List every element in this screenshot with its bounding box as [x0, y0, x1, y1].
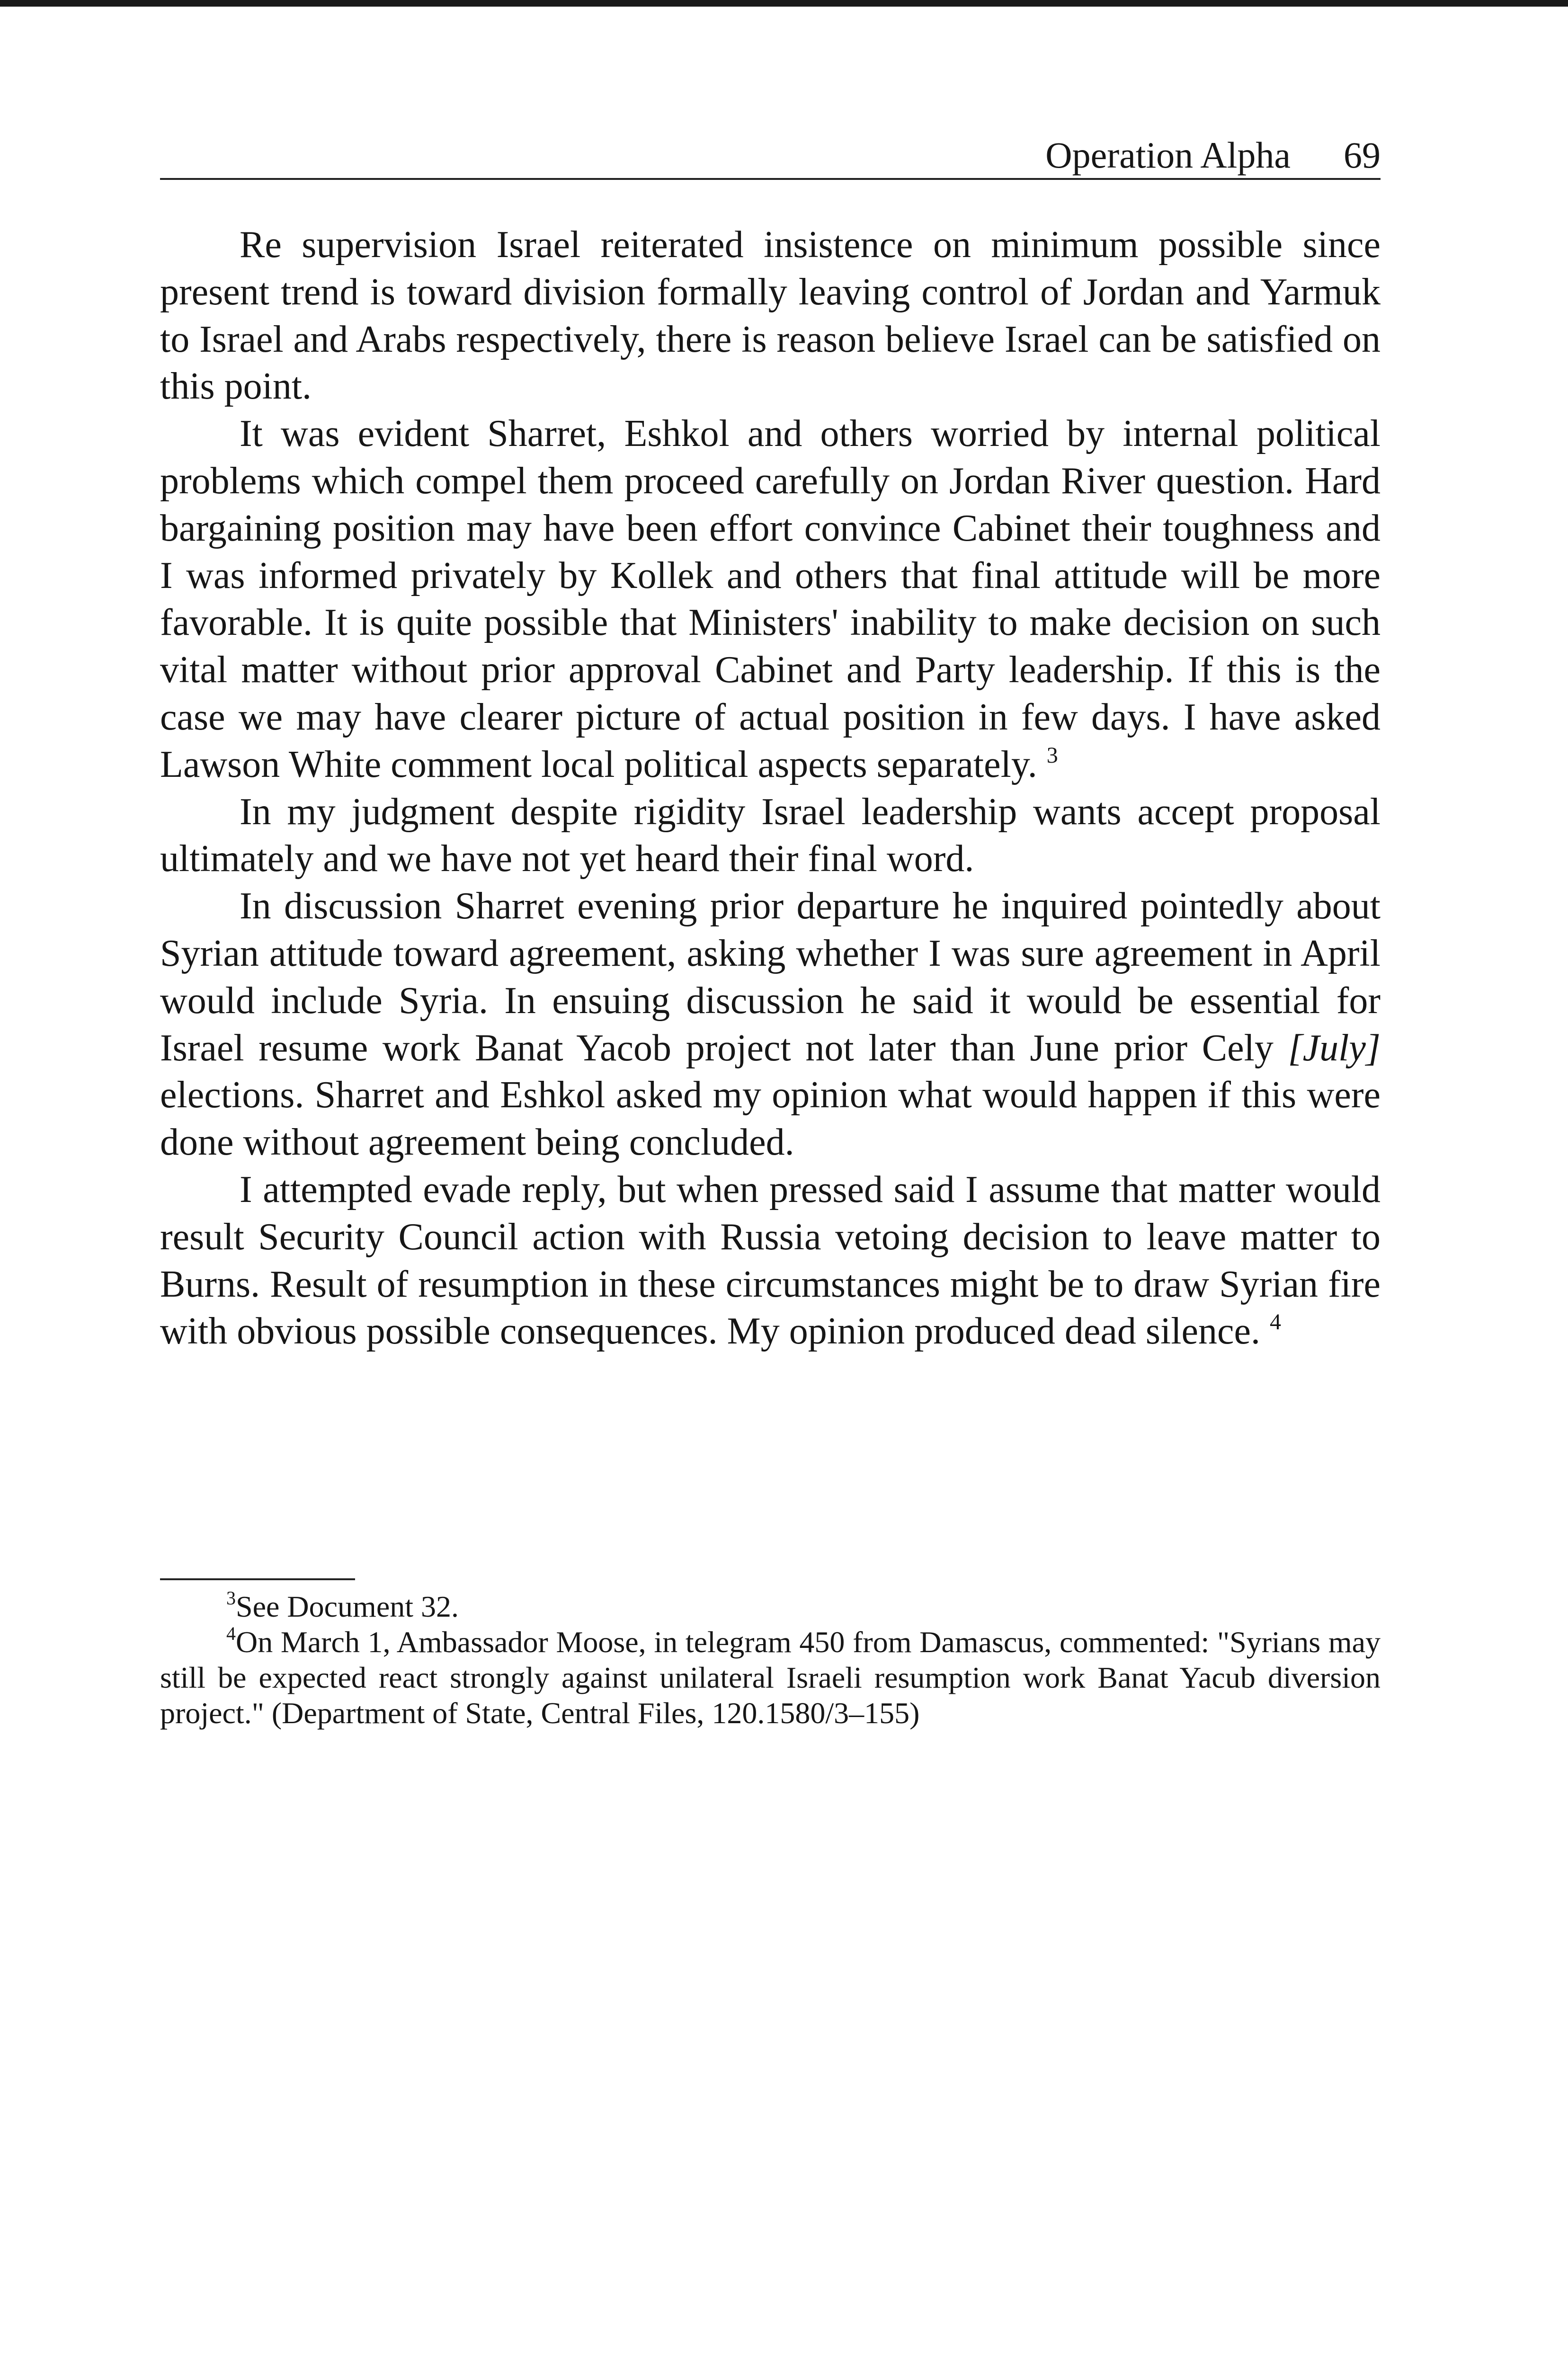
- paragraph-2-text: It was evident Sharret, Eshkol and others worried by internal political problems which compel them proceed carefully on Jordan River question. Hard bargaining position may have been effort convince Cabinet their toughness and I was informed privately by Kollek and others that final attitude will be more favorable. It is quite possible that Ministers' inability to make decision on such vital matter without prior approval Cabinet and Party leadership. If this is the case we may have clearer picture of actual position in few days. I have asked Lawson White comment local political aspects separately.: [160, 413, 1381, 785]
- footnote-4-number: 4: [226, 1623, 236, 1644]
- running-head-title: Operation Alpha: [1045, 134, 1291, 176]
- paragraph-1: [160, 222, 1381, 410]
- paragraph-1-text: Re supervision Israel reiterated insistence on minimum possible since present trend is toward division formally leaving control of Jordan and Yarmuk to Israel and Arabs respectively, there is reason believe Israel can be satisfied on this point.: [160, 224, 1381, 408]
- paragraph-4-italic-july: [July]: [1288, 1027, 1381, 1069]
- paragraph-4-text-b: elections. Sharret and Eshkol asked my opinion what would happen if this were done without agreement being concluded.: [160, 1074, 1381, 1164]
- footnote-ref-3: 3: [1046, 742, 1058, 768]
- paragraph-5-text: I attempted evade reply, but when pressed said I assume that matter would result Security Council action with Russia vetoing decision to leave matter to Burns. Result of resumption in these circumstances might be to draw Syrian fire with obvious possible consequences. My opinion produced dead silence.: [160, 1168, 1381, 1353]
- footnote-4: [160, 1624, 1381, 1731]
- paragraph-5: [160, 1166, 1381, 1355]
- footnote-ref-4: 4: [1269, 1309, 1281, 1335]
- paragraph-4: [160, 883, 1381, 1166]
- running-head: [160, 133, 1381, 180]
- footnote-divider: [160, 1578, 355, 1580]
- footnote-3-number: 3: [226, 1587, 236, 1609]
- footnote-3-text: See Document 32.: [236, 1590, 459, 1623]
- body-text: [160, 222, 1381, 1355]
- footnote-4-text: On March 1, Ambassador Moose, in telegram 450 from Damascus, commented: "Syrians may still be expected react strongly against unilateral Israeli resumption work Banat Yacub diversion project." (Department of State, Central Files, 120.1580/3–155): [160, 1625, 1381, 1730]
- page-number: 69: [1344, 134, 1381, 176]
- footnote-3: [160, 1589, 1381, 1624]
- paragraph-2: [160, 410, 1381, 788]
- page-top-border: [0, 0, 1568, 7]
- paragraph-4-text-a: In discussion Sharret evening prior departure he inquired pointedly about Syrian attitude toward agreement, asking whether I was sure agreement in April would include Syria. In ensuing discussion he said it would be essential for Israel resume work Banat Yacob project not later than June prior Cely: [160, 885, 1381, 1069]
- paragraph-3: [160, 789, 1381, 883]
- paragraph-3-text: In my judgment despite rigidity Israel leadership wants accept proposal ultimately and we have not yet heard their final word.: [160, 791, 1381, 880]
- footnotes: [160, 1589, 1381, 1731]
